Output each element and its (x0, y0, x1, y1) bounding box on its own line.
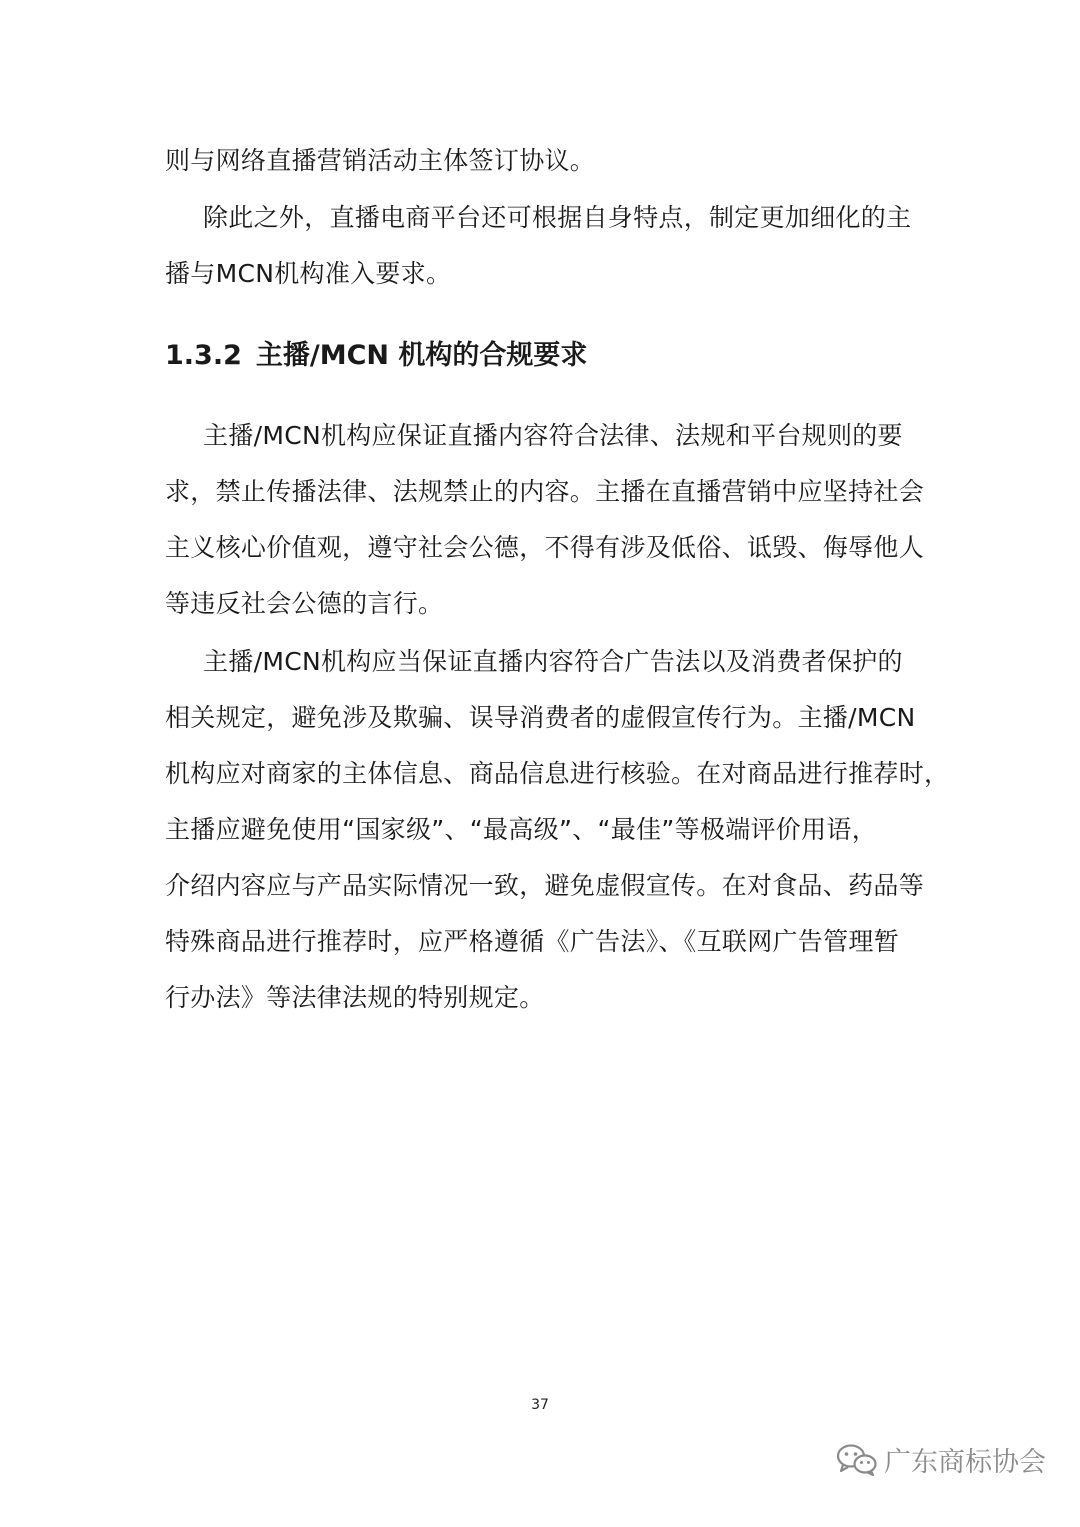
paragraph-4-line-2: 相关规定，避免涉及欺骗、误导消费者的虚假宣传行为。主播/MCN (165, 703, 916, 732)
paragraph-1-line-1: 则与网络直播营销活动主体签订协议。 (165, 146, 596, 175)
paragraph-4-line-1: 主播/MCN机构应当保证直播内容符合广告法以及消费者保护的 (203, 647, 903, 676)
page-number: 37 (531, 1397, 549, 1413)
paragraph-4-line-5: 介绍内容应与产品实际情况一致，避免虚假宣传。在对食品、药品等 (165, 871, 925, 900)
paragraph-4-line-6: 特殊商品进行推荐时，应严格遵循《广告法》、《互联网广告管理暂 (165, 927, 900, 956)
paragraph-3-line-3: 主义核心价值观，遵守社会公德，不得有涉及低俗、诋毁、侮辱他人 (165, 533, 925, 562)
paragraph-3-line-2: 求，禁止传播法律、法规禁止的内容。主播在直播营销中应坚持社会 (165, 477, 925, 506)
paragraph-4-line-4: 主播应避免使用“国家级”、“最高级”、“最佳”等极端评价用语， (165, 815, 878, 844)
paragraph-4-line-3: 机构应对商家的主体信息、商品信息进行核验。在对商品进行推荐时， (165, 759, 950, 788)
paragraph-3-line-4: 等违反社会公德的言行。 (165, 589, 444, 618)
watermark (836, 1440, 1046, 1479)
wechat-icon (836, 1443, 878, 1477)
paragraph-2-line-2: 播与MCN机构准入要求。 (165, 259, 452, 288)
paragraph-2-line-1: 除此之外，直播电商平台还可根据自身特点，制定更加细化的主 (203, 203, 912, 232)
section-title: 主播/MCN 机构的合规要求 (255, 340, 588, 371)
paragraph-4-line-7: 行办法》等法律法规的特别规定。 (165, 983, 545, 1012)
paragraph-3-line-1: 主播/MCN机构应保证直播内容符合法律、法规和平台规则的要 (203, 421, 903, 450)
section-number: 1.3.2 (165, 340, 242, 371)
watermark-text: 广东商标协会 (884, 1447, 1046, 1478)
section-heading (165, 337, 587, 375)
